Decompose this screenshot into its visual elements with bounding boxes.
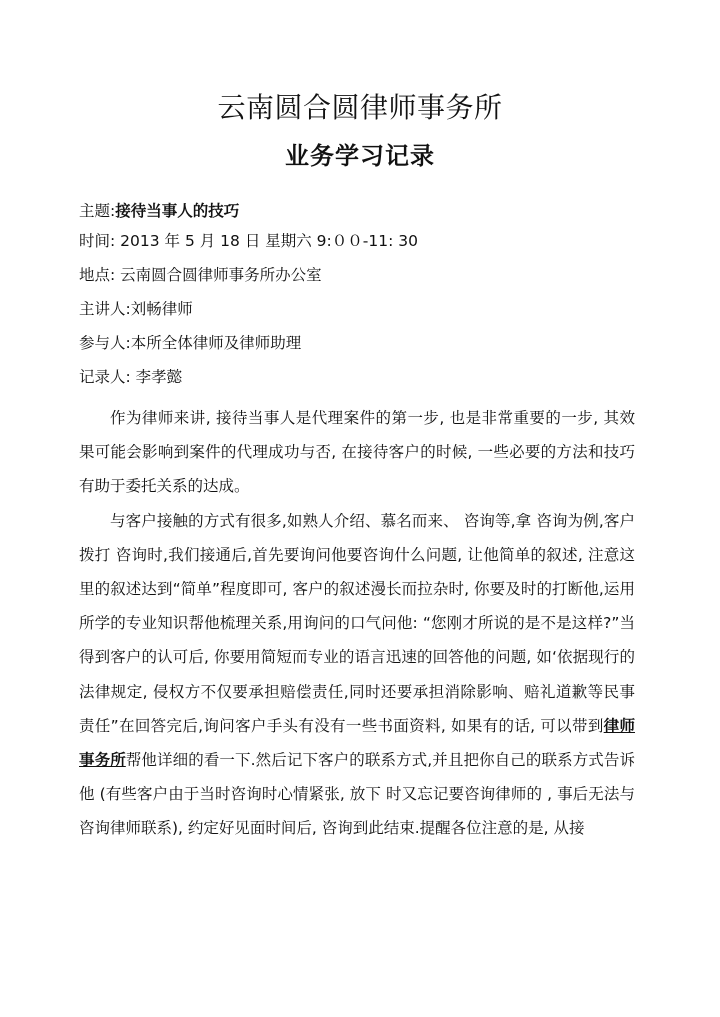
paragraph-2-text-a: 与客户接触的方式有很多,如熟人介绍、慕名而来、 咨询等,拿 咨询为例,客户拨打 咨询时,我们接通后,首先要询问他要咨询什么问题, 让他简单的叙述, 注意这里的叙述达到“简单”程度即可, 客户的叙述漫长而拉杂时, 你要及时的打断他,运用所学的专业知识帮他梳理关系,用询问的口气问他: “您刚才所说的是不是这样?”当得到客户的认可后, 你要用简短而专业的语言迅速的回答他的问题, 如‘依据现行的法律规定, 侵权方不仅要承担赔偿责任,同时还要承担消除影响、赔礼道歉等民事责任”在回答完后,询问客户手头有没有一些书面资料, 如果有的话, 可以带到 xyxy=(79,511,635,735)
law-firm-link[interactable]: 律师事务所 xyxy=(79,716,635,770)
topic-label: 主题: xyxy=(79,202,116,220)
paragraph-1: 作为律师来讲, 接待当事人是代理案件的第一步, 也是非常重要的一步, 其效果可能会影响到案件的代理成功与否, 在接待客户的时候, 一些必要的方法和技巧有助于委托关系的达成。 xyxy=(79,409,635,496)
body-text xyxy=(79,401,635,846)
participants-line: 参与人:本所全体律师及律师助理 xyxy=(79,334,302,352)
paragraph-2-text-b: 帮他详细的看一下.然后记下客户的联系方式,并且把你自己的联系方式告诉他 (有些客户由于当时咨询时心情紧张, 放下 时又忘记要咨询律师的 , 事后无法与咨询律师联系), 约定好见面时间后, 咨询到此结束.提醒各位注意的是, 从接 xyxy=(79,751,635,838)
document-title: 业务学习记录 xyxy=(285,142,435,170)
speaker-line: 主讲人:刘畅律师 xyxy=(79,300,193,318)
paragraph-2 xyxy=(79,504,635,846)
place-line: 地点: 云南圆合圆律师事务所办公室 xyxy=(79,266,322,284)
topic-line xyxy=(79,201,239,221)
topic-value: 接待当事人的技巧 xyxy=(115,202,240,220)
time-line: 时间: 2013 年 5 月 18 日 星期六 9:００-11: 30 xyxy=(79,232,418,250)
firm-name: 云南圆合圆律师事务所 xyxy=(217,91,503,124)
recorder-line: 记录人: 李孝懿 xyxy=(79,368,183,386)
